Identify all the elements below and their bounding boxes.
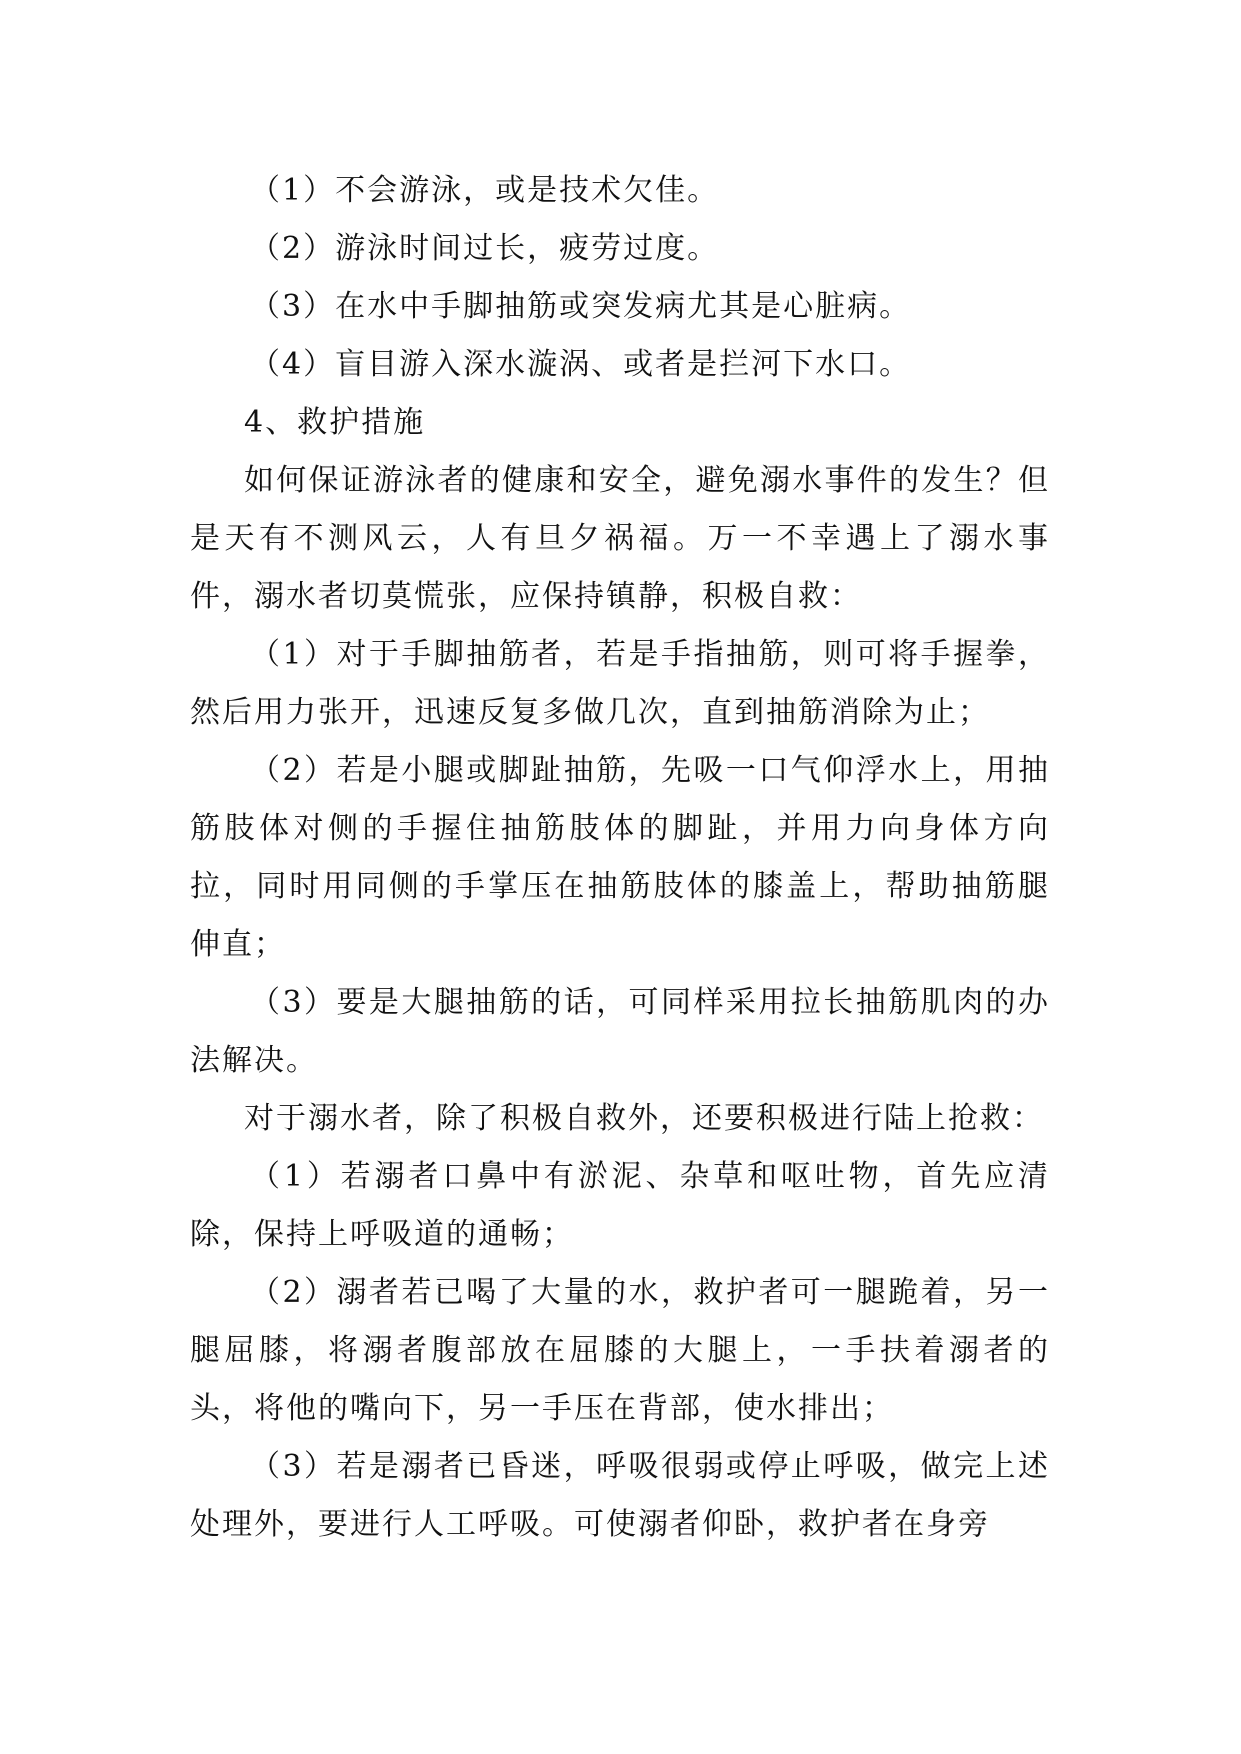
cause-item-3: （3）在水中手脚抽筋或突发病尤其是心脏病。 [250,289,912,324]
document-body [190,162,1050,1554]
section-heading: 4、救护措施 [244,405,426,440]
self-rescue-intro: 如何保证游泳者的健康和安全，避免溺水事件的发生？但是天有不测风云，人有旦夕祸福。万一不幸遇上了溺水事件，溺水者切莫慌张，应保持镇静，积极自救： [190,463,1050,614]
land-rescue-item-1: （1）若溺者口鼻中有淤泥、杂草和呕吐物，首先应清除，保持上呼吸道的通畅； [190,1159,1050,1252]
self-rescue-item-3: （3）要是大腿抽筋的话，可同样采用拉长抽筋肌肉的办法解决。 [190,985,1050,1078]
cause-item-1: （1）不会游泳，或是技术欠佳。 [250,173,720,208]
land-rescue-item-2: （2）溺者若已喝了大量的水，救护者可一腿跪着，另一腿屈膝，将溺者腹部放在屈膝的大腿上，一手扶着溺者的头，将他的嘴向下，另一手压在背部，使水排出； [190,1275,1050,1426]
cause-item-4: （4）盲目游入深水漩涡、或者是拦河下水口。 [250,347,912,382]
land-rescue-item-3: （3）若是溺者已昏迷，呼吸很弱或停止呼吸，做完上述处理外，要进行人工呼吸。可使溺者仰卧，救护者在身旁 [190,1449,1050,1542]
self-rescue-item-2: （2）若是小腿或脚趾抽筋，先吸一口气仰浮水上，用抽筋肢体对侧的手握住抽筋肢体的脚趾，并用力向身体方向拉，同时用同侧的手掌压在抽筋肢体的膝盖上，帮助抽筋腿伸直； [190,753,1050,962]
cause-item-2: （2）游泳时间过长，疲劳过度。 [250,231,720,266]
land-rescue-intro: 对于溺水者，除了积极自救外，还要积极进行陆上抢救： [244,1101,1044,1136]
self-rescue-item-1: （1）对于手脚抽筋者，若是手指抽筋，则可将手握拳，然后用力张开，迅速反复多做几次，直到抽筋消除为止； [190,637,1050,730]
